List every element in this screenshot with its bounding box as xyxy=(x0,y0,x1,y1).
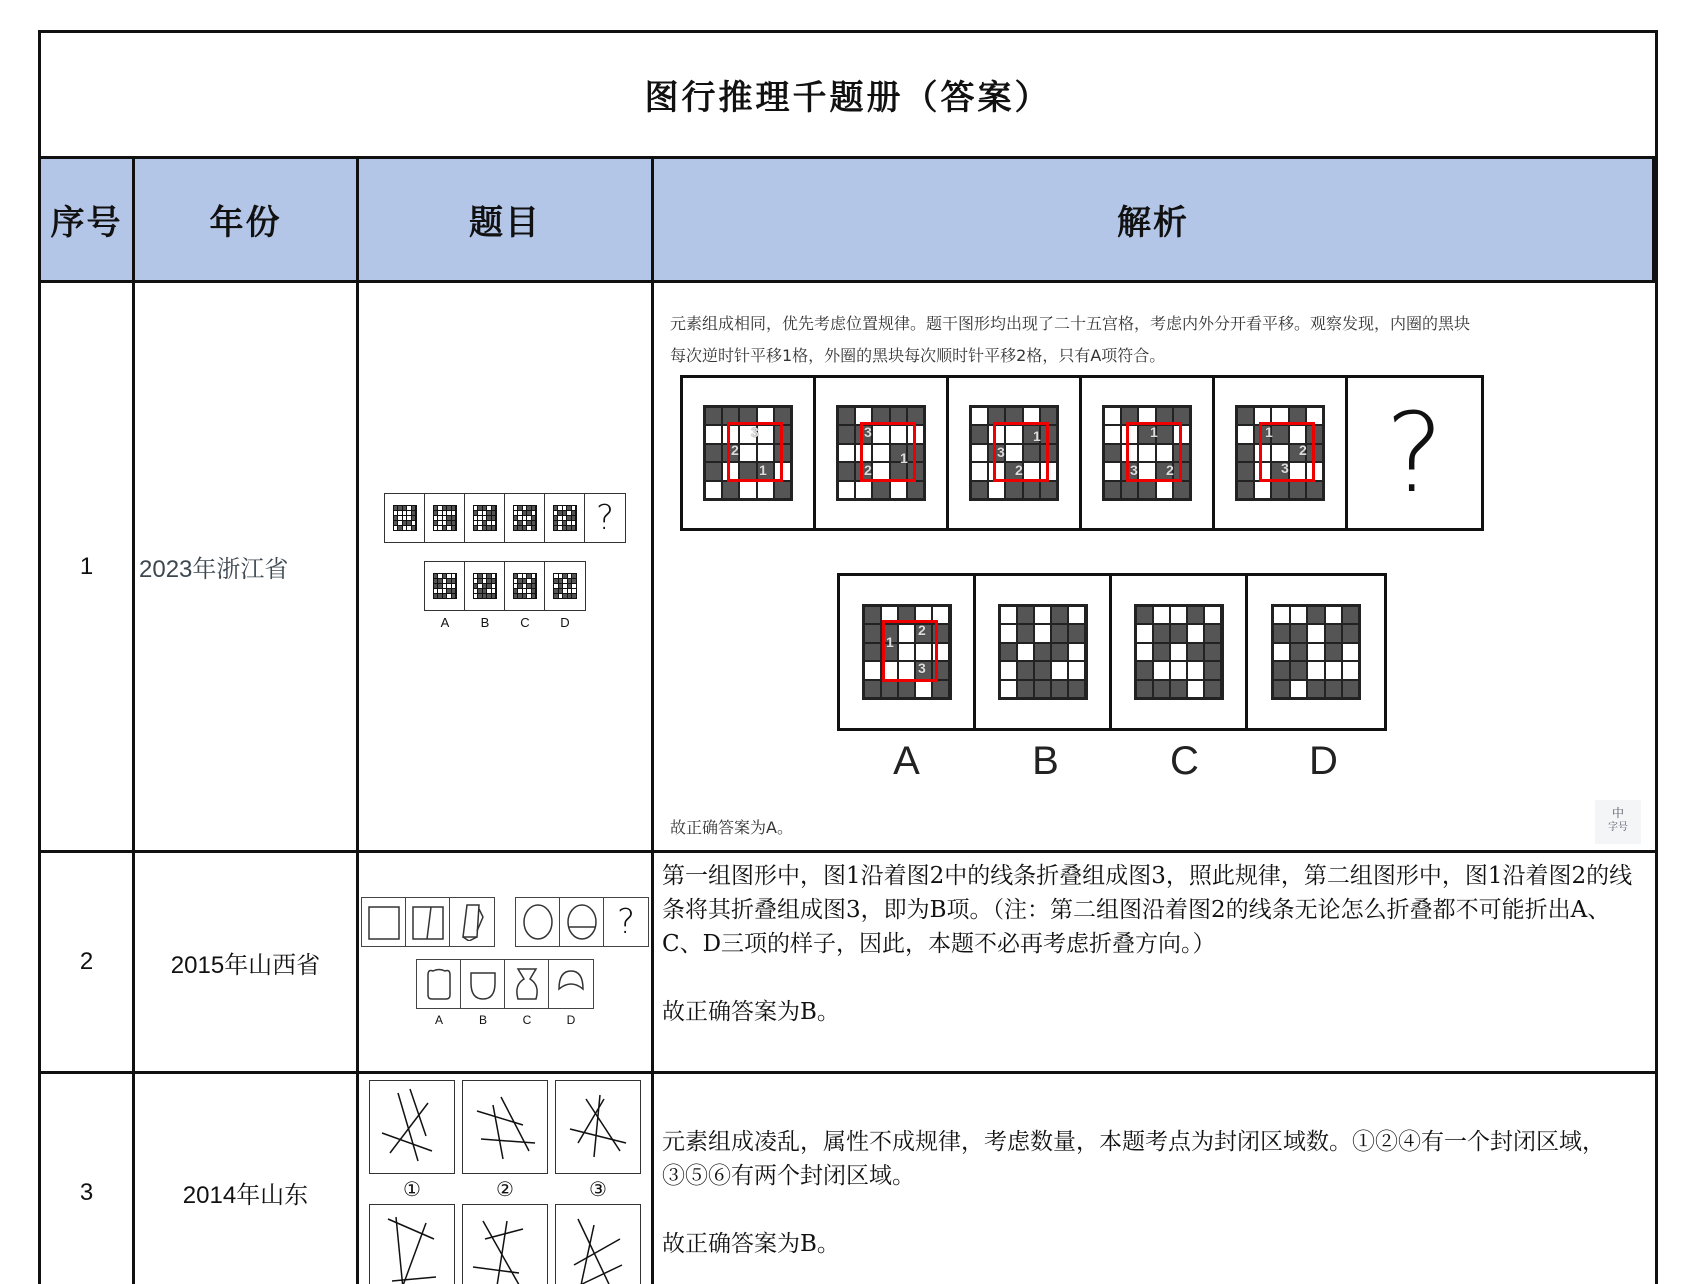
question-mark: ? xyxy=(616,902,636,942)
row-3-analysis xyxy=(654,1074,1655,1284)
analysis-option-labels: A B C D xyxy=(893,739,1338,783)
row-2-question-figure xyxy=(359,853,654,1074)
question-mark: ? xyxy=(595,498,615,538)
font-size-button[interactable]: 中 字号 xyxy=(1595,800,1641,844)
line-figure-6 xyxy=(555,1204,641,1284)
row-3-index: 3 xyxy=(41,1074,135,1284)
row-3-year: 2014年山东 xyxy=(135,1074,359,1284)
row-2-index: 2 xyxy=(41,853,135,1074)
row-1-question-figure xyxy=(359,283,654,853)
answer-table xyxy=(41,159,1655,1284)
row-3-question-figure: ① ② ③ xyxy=(359,1074,654,1284)
analysis-line-1: 元素组成相同，优先考虑位置规律。题干图形均出现了二十五宫格，考虑内外分开看平移。观察发现，内圈的黑块 xyxy=(670,314,1471,333)
q1-options-strip xyxy=(424,561,586,611)
analysis-line-2: 每次逆时针平移1格，外圈的黑块每次顺时针平移2格，只有A项符合。 xyxy=(670,346,1166,365)
answer-sheet xyxy=(38,30,1658,1284)
fold-group-2 xyxy=(515,897,649,947)
grid-figure xyxy=(393,505,417,531)
row-2-year: 2015年山西省 xyxy=(135,853,359,1074)
option-b-grid xyxy=(473,573,497,599)
fold-options xyxy=(416,959,594,1009)
line-figure-3 xyxy=(555,1080,641,1174)
header-question: 题目 xyxy=(359,159,654,283)
question-mark: ? xyxy=(1385,389,1444,517)
analysis-text: 元素组成凌乱，属性不成规律，考虑数量，本题考点为封闭区域数。①②④有一个封闭区域，③⑤⑥有两个封闭区域。 xyxy=(662,1128,1605,1189)
title-row xyxy=(41,33,1655,159)
grid-figure xyxy=(433,505,457,531)
line-figure-2 xyxy=(462,1080,548,1174)
page-title: 图行推理千题册（答案） xyxy=(644,78,1052,118)
grid-figure xyxy=(513,505,537,531)
option-d-grid xyxy=(553,573,577,599)
analysis-sequence-strip: 3 2 1 3 2 1 3 1 2 1 3 2 1 2 3 ? xyxy=(680,375,1484,531)
row-1-index: 1 xyxy=(41,283,135,853)
fold-group-1 xyxy=(361,897,495,947)
option-c-grid xyxy=(513,573,537,599)
grid-figure xyxy=(553,505,577,531)
q2-option-labels: A B C D xyxy=(434,1013,576,1027)
line-figure-1 xyxy=(369,1080,455,1174)
row-3-answer: 故正确答案为B。 xyxy=(662,1230,840,1257)
line-figure-4 xyxy=(369,1204,455,1284)
header-analysis: 解析 xyxy=(654,159,1655,283)
analysis-options-strip: 1 2 3 xyxy=(837,573,1387,731)
row-2-answer: 故正确答案为B。 xyxy=(662,999,840,1025)
row-1-analysis xyxy=(654,283,1655,853)
row-2-analysis xyxy=(654,853,1655,1074)
header-index: 序号 xyxy=(41,159,135,283)
line-figure-5 xyxy=(462,1204,548,1284)
q1-sequence-strip xyxy=(384,493,626,543)
analysis-text: 第一组图形中，图1沿着图2中的线条折叠组成图3，照此规律，第二组图形中，图1沿着图2的线条将其折叠组成图3，即为B项。（注：第二组图沿着图2的线条无论怎么折叠都不可能折出A、C、D三项的样子，因此，本题不必再考虑折叠方向。） xyxy=(662,863,1633,957)
header-year: 年份 xyxy=(135,159,359,283)
option-a-grid xyxy=(433,573,457,599)
row-1-answer: 故正确答案为A。 xyxy=(670,818,793,837)
row-1-year: 2023年浙江省 xyxy=(135,283,359,853)
grid-figure xyxy=(473,505,497,531)
q1-option-labels: A B C D xyxy=(440,615,570,630)
